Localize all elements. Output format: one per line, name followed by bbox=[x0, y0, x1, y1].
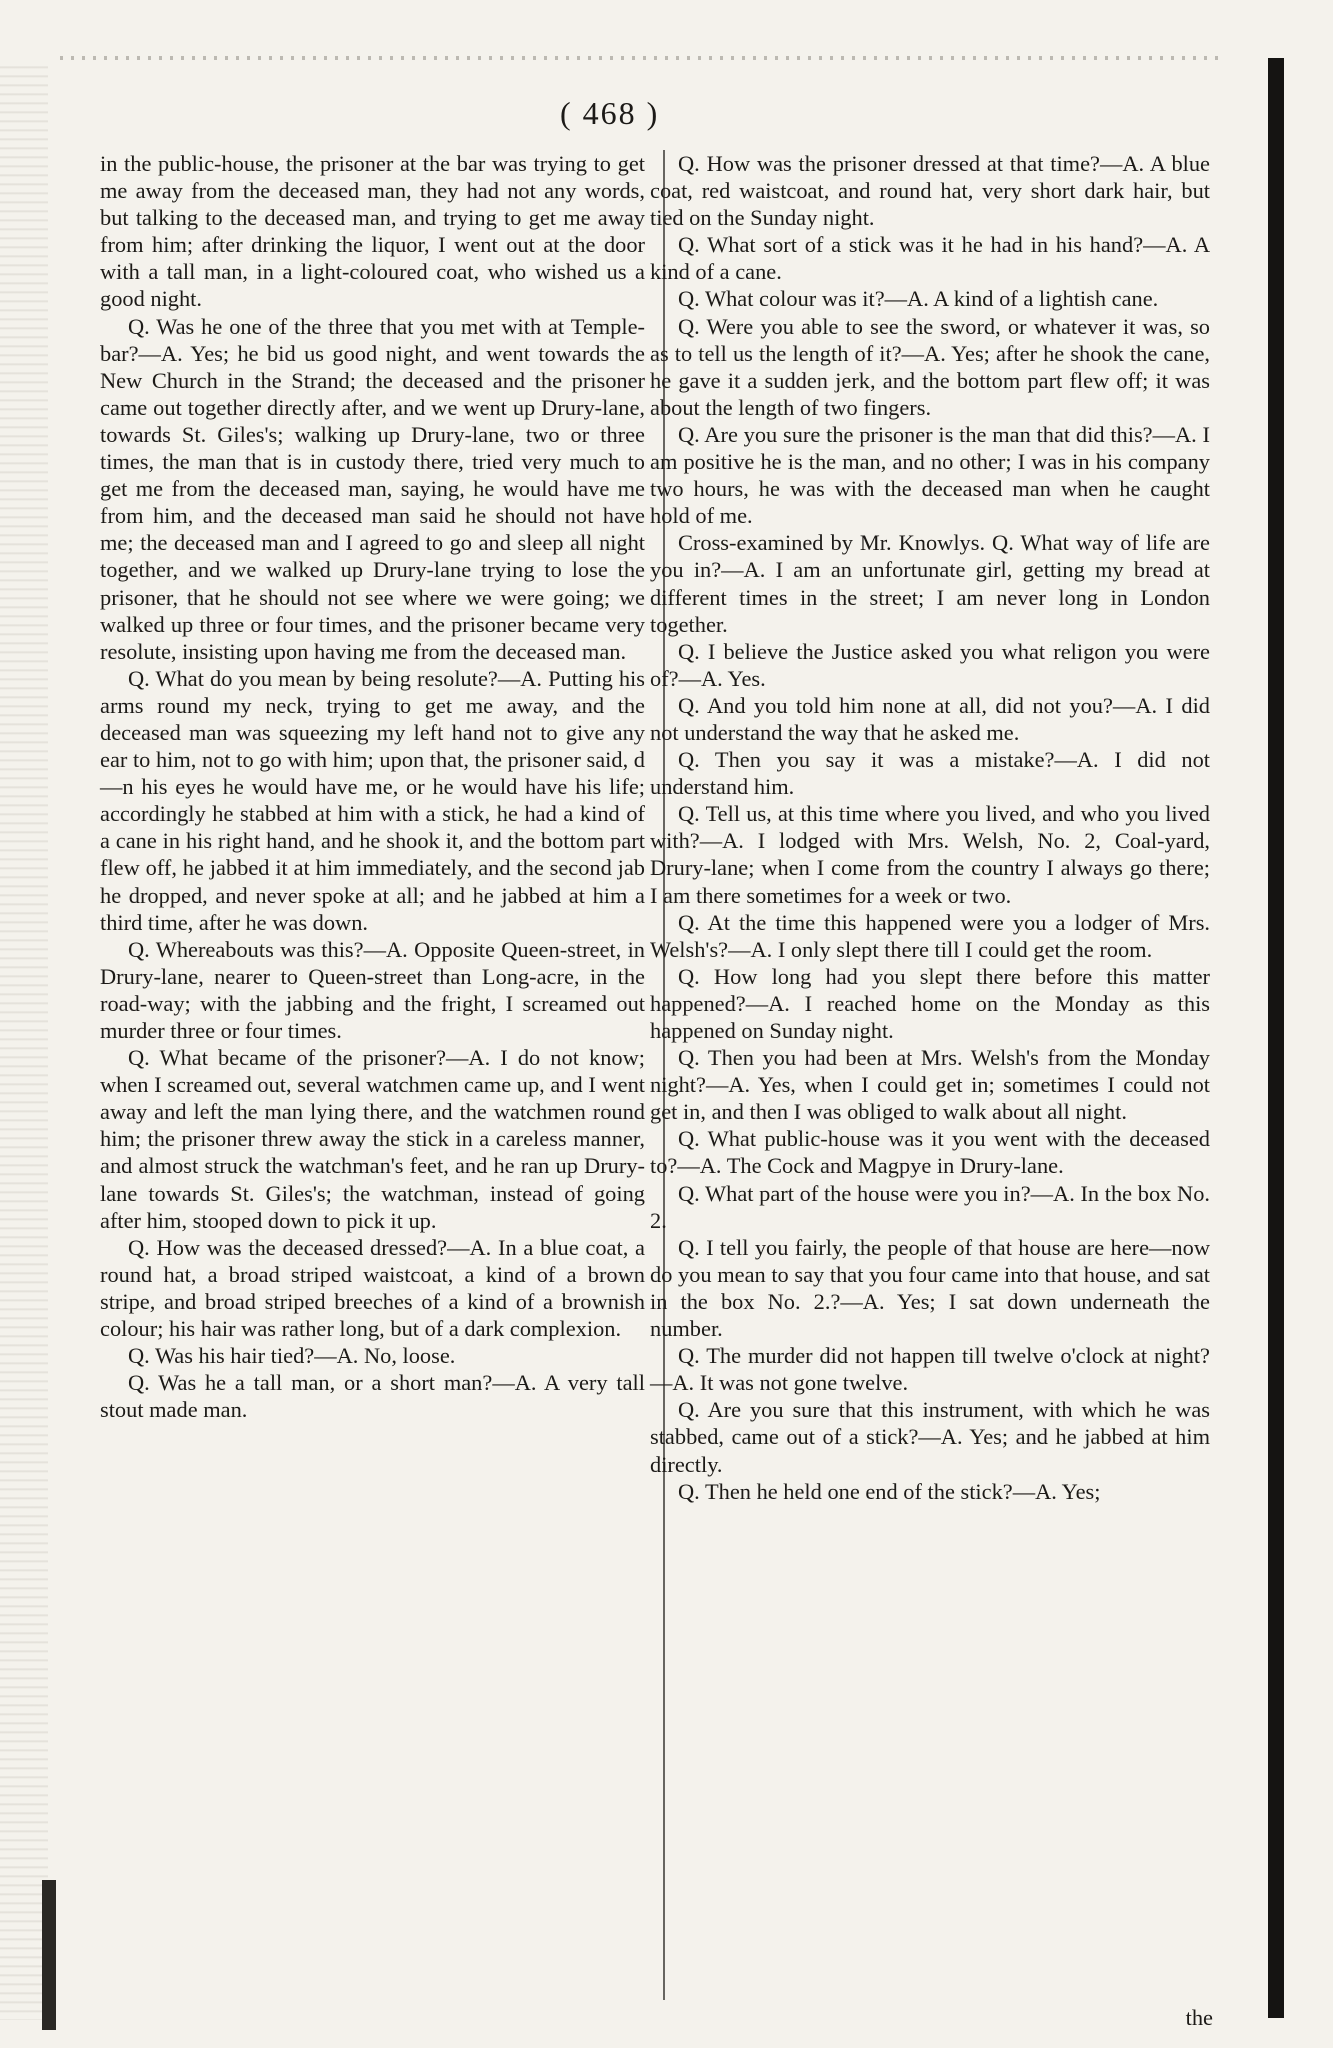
paragraph: Q. I tell you fairly, the people of that house are here—now do you mean to say that you four came into that house, and sat in the box No. 2.?—A. Yes; I sat down underneath the number. bbox=[650, 1234, 1210, 1342]
left-column bbox=[100, 150, 645, 1423]
paragraph: Q. Whereabouts was this?—A. Opposite Queen-street, in Drury-lane, nearer to Queen-street than Long-acre, in the road-way; with the jabbing and the fright, I screamed out murder three or four times. bbox=[100, 936, 645, 1043]
paragraph: Q. What public-house was it you went with the deceased to?—A. The Cock and Magpye in Drury-lane. bbox=[650, 1126, 1210, 1179]
paragraph: Q. And you told him none at all, did not you?—A. I did not understand the way that he asked me. bbox=[650, 692, 1210, 745]
catchword: the bbox=[1185, 2005, 1213, 2030]
page-number: ( 468 ) bbox=[560, 95, 660, 131]
paragraph: Q. Then he held one end of the stick?—A. Yes; bbox=[678, 1478, 1101, 1504]
paragraph: Q. Was he one of the three that you met with at Temple-bar?—A. Yes; he bid us good night, and went towards the New Church in the Strand; the deceased and the prisoner came out together directly after, and we went up Drury-lane, towards St. Giles's; walking up Drury-lane, two or three times, the man that is in custody there, tried very much to get me from the deceased man, saying, he would have me from him, and the deceased man said he should not have me; the deceased man and I agreed to go and sleep all night together, and we walked up Drury-lane trying to lose the prisoner, that he should not see where we were going; we walked up three or four times, and the prisoner became very resolute, insisting upon having me from the deceased man. bbox=[100, 313, 645, 664]
scan-noise-top bbox=[60, 56, 1220, 60]
paragraph: Q. Tell us, at this time where you lived, and who you lived with?—A. I lodged with Mrs. Welsh, No. 2, Coal-yard, Drury-lane; when I come from the country I always go there; I am there sometimes for a week or two. bbox=[650, 801, 1210, 908]
paragraph: Q. Are you sure that this instrument, with which he was stabbed, came out of a stick?—A. Yes; and he jabbed at him directly. bbox=[650, 1397, 1210, 1477]
page-edge-shadow bbox=[1268, 58, 1284, 2018]
paragraph: Q. How long had you slept there before this matter happened?—A. I reached home on the Monday as this happened on Sunday night. bbox=[650, 963, 1210, 1043]
paragraph: Q. Are you sure the prisoner is the man that did this?—A. I am positive he is the man, and no other; I was in his company two hours, he was with the deceased man when he caught hold of me. bbox=[650, 421, 1210, 529]
paragraph: Q. What became of the prisoner?—A. I do not know; when I screamed out, several watchmen came up, and I went away and left the man lying there, and the watchmen round him; the prisoner threw away the stick in a careless manner, and almost struck the watchman's feet, and he ran up Drury-lane towards St. Giles's; the watchman, instead of going after him, stooped down to pick it up. bbox=[100, 1045, 645, 1233]
paragraph: Cross-examined by Mr. Knowlys. Q. What way of life are you in?—A. I am an unfortunate girl, getting my bread at different times in the street; I am never long in London together. bbox=[650, 530, 1210, 637]
binding-edge bbox=[0, 60, 48, 2020]
paragraph: Q. What sort of a stick was it he had in his hand?—A. A kind of a cane. bbox=[650, 232, 1210, 285]
right-column bbox=[650, 150, 1210, 1505]
paragraph: Q. How was the deceased dressed?—A. In a blue coat, a round hat, a broad striped waistcoat, a kind of a brown stripe, and broad striped breeches of a kind of a brownish colour; his hair was rather long, but of a dark complexion. bbox=[100, 1234, 645, 1342]
paragraph: Q. Was his hair tied?—A. No, loose. bbox=[128, 1343, 456, 1369]
paragraph: Q. What do you mean by being resolute?—A. Putting his arms round my neck, trying to get me away, and the deceased man was squeezing my left hand not to give any ear to him, not to go with him; upon that, the prisoner said, d—n his eyes he would have me, or he would have his life; accordingly he stabbed at him with a stick, he had a kind of a cane in his right hand, and he shook it, and the bottom part flew off, he jabbed it at him immediately, and the second jab he dropped, and never spoke at all; and he jabbed at him a third time, after he was down. bbox=[100, 665, 645, 935]
paragraph: Q. Then you had been at Mrs. Welsh's from the Monday night?—A. Yes, when I could get in; sometimes I could not get in, and then I was obliged to walk about all night. bbox=[650, 1045, 1210, 1125]
paragraph: Q. Then you say it was a mistake?—A. I did not understand him. bbox=[650, 747, 1210, 800]
binding-shadow bbox=[42, 1880, 56, 2030]
paragraph: Q. I believe the Justice asked you what religon you were of?—A. Yes. bbox=[650, 638, 1210, 691]
paragraph: Q. What colour was it?—A. A kind of a lightish cane. bbox=[678, 286, 1159, 312]
paragraph: Q. Was he a tall man, or a short man?—A. A very tall stout made man. bbox=[100, 1370, 645, 1423]
paragraph: Q. At the time this happened were you a lodger of Mrs. Welsh's?—A. I only slept there till I could get the room. bbox=[650, 909, 1210, 962]
paragraph: Q. Were you able to see the sword, or whatever it was, so as to tell us the length of it?—A. Yes; after he shook the cane, he gave it a sudden jerk, and the bottom part flew off; it was about the length of two fingers. bbox=[650, 313, 1210, 420]
paragraph: Q. How was the prisoner dressed at that time?—A. A blue coat, red waistcoat, and round hat, very short dark hair, but tied on the Sunday night. bbox=[650, 151, 1210, 231]
paragraph: Q. What part of the house were you in?—A. In the box No. 2. bbox=[650, 1180, 1210, 1233]
paragraph: in the public-house, the prisoner at the bar was trying to get me away from the deceased man, they had not any words, but talking to the deceased man, and trying to get me away from him; after drinking the liquor, I went out at the door with a tall man, in a light-coloured coat, who wished us a good night. bbox=[100, 151, 645, 312]
paragraph: Q. The murder did not happen till twelve o'clock at night?—A. It was not gone twelve. bbox=[650, 1343, 1210, 1396]
